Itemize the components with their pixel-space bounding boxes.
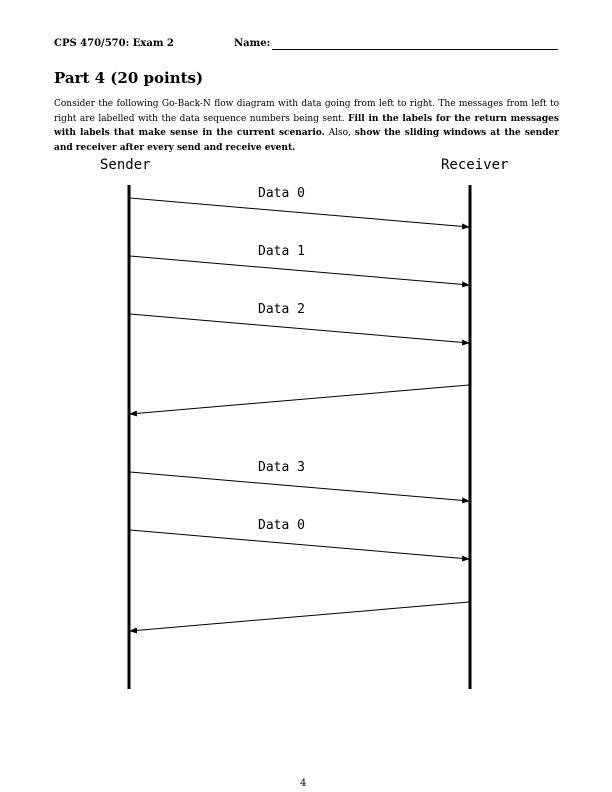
return-arrow-1 — [130, 385, 469, 414]
page-number: 4 — [300, 778, 307, 789]
message-arrow-1 — [130, 198, 469, 227]
message-label-2: Data 1 — [258, 244, 305, 259]
course-header: CPS 470/570: Exam 2 — [54, 38, 174, 49]
message-label-1: Data 0 — [258, 186, 305, 201]
message-label-3: Data 2 — [258, 302, 305, 317]
message-label-5: Data 0 — [258, 518, 305, 533]
instructions-bold-2: show the sliding windows at the sender and receiver after every send and receive event. — [54, 128, 559, 153]
part-title: Part 4 (20 points) — [54, 69, 204, 87]
message-arrow-3 — [130, 314, 469, 343]
name-label: Name: — [234, 38, 271, 49]
instructions-text-2: Also, — [328, 128, 351, 138]
sender-label: Sender — [100, 157, 151, 173]
return-arrow-2 — [130, 602, 469, 631]
instructions-bold-1: Fill in the labels for the return messages with labels that make sense in the current scenario. — [54, 113, 559, 138]
message-arrow-5 — [130, 530, 469, 559]
receiver-label: Receiver — [441, 157, 509, 173]
message-arrow-4 — [130, 472, 469, 501]
message-label-4: Data 3 — [258, 460, 305, 475]
message-arrow-2 — [130, 256, 469, 285]
instructions-text-1: Consider the following Go-Back-N flow diagram with data going from left to right. The messages from left to right are labelled with the data sequence numbers being sent. — [54, 99, 559, 124]
